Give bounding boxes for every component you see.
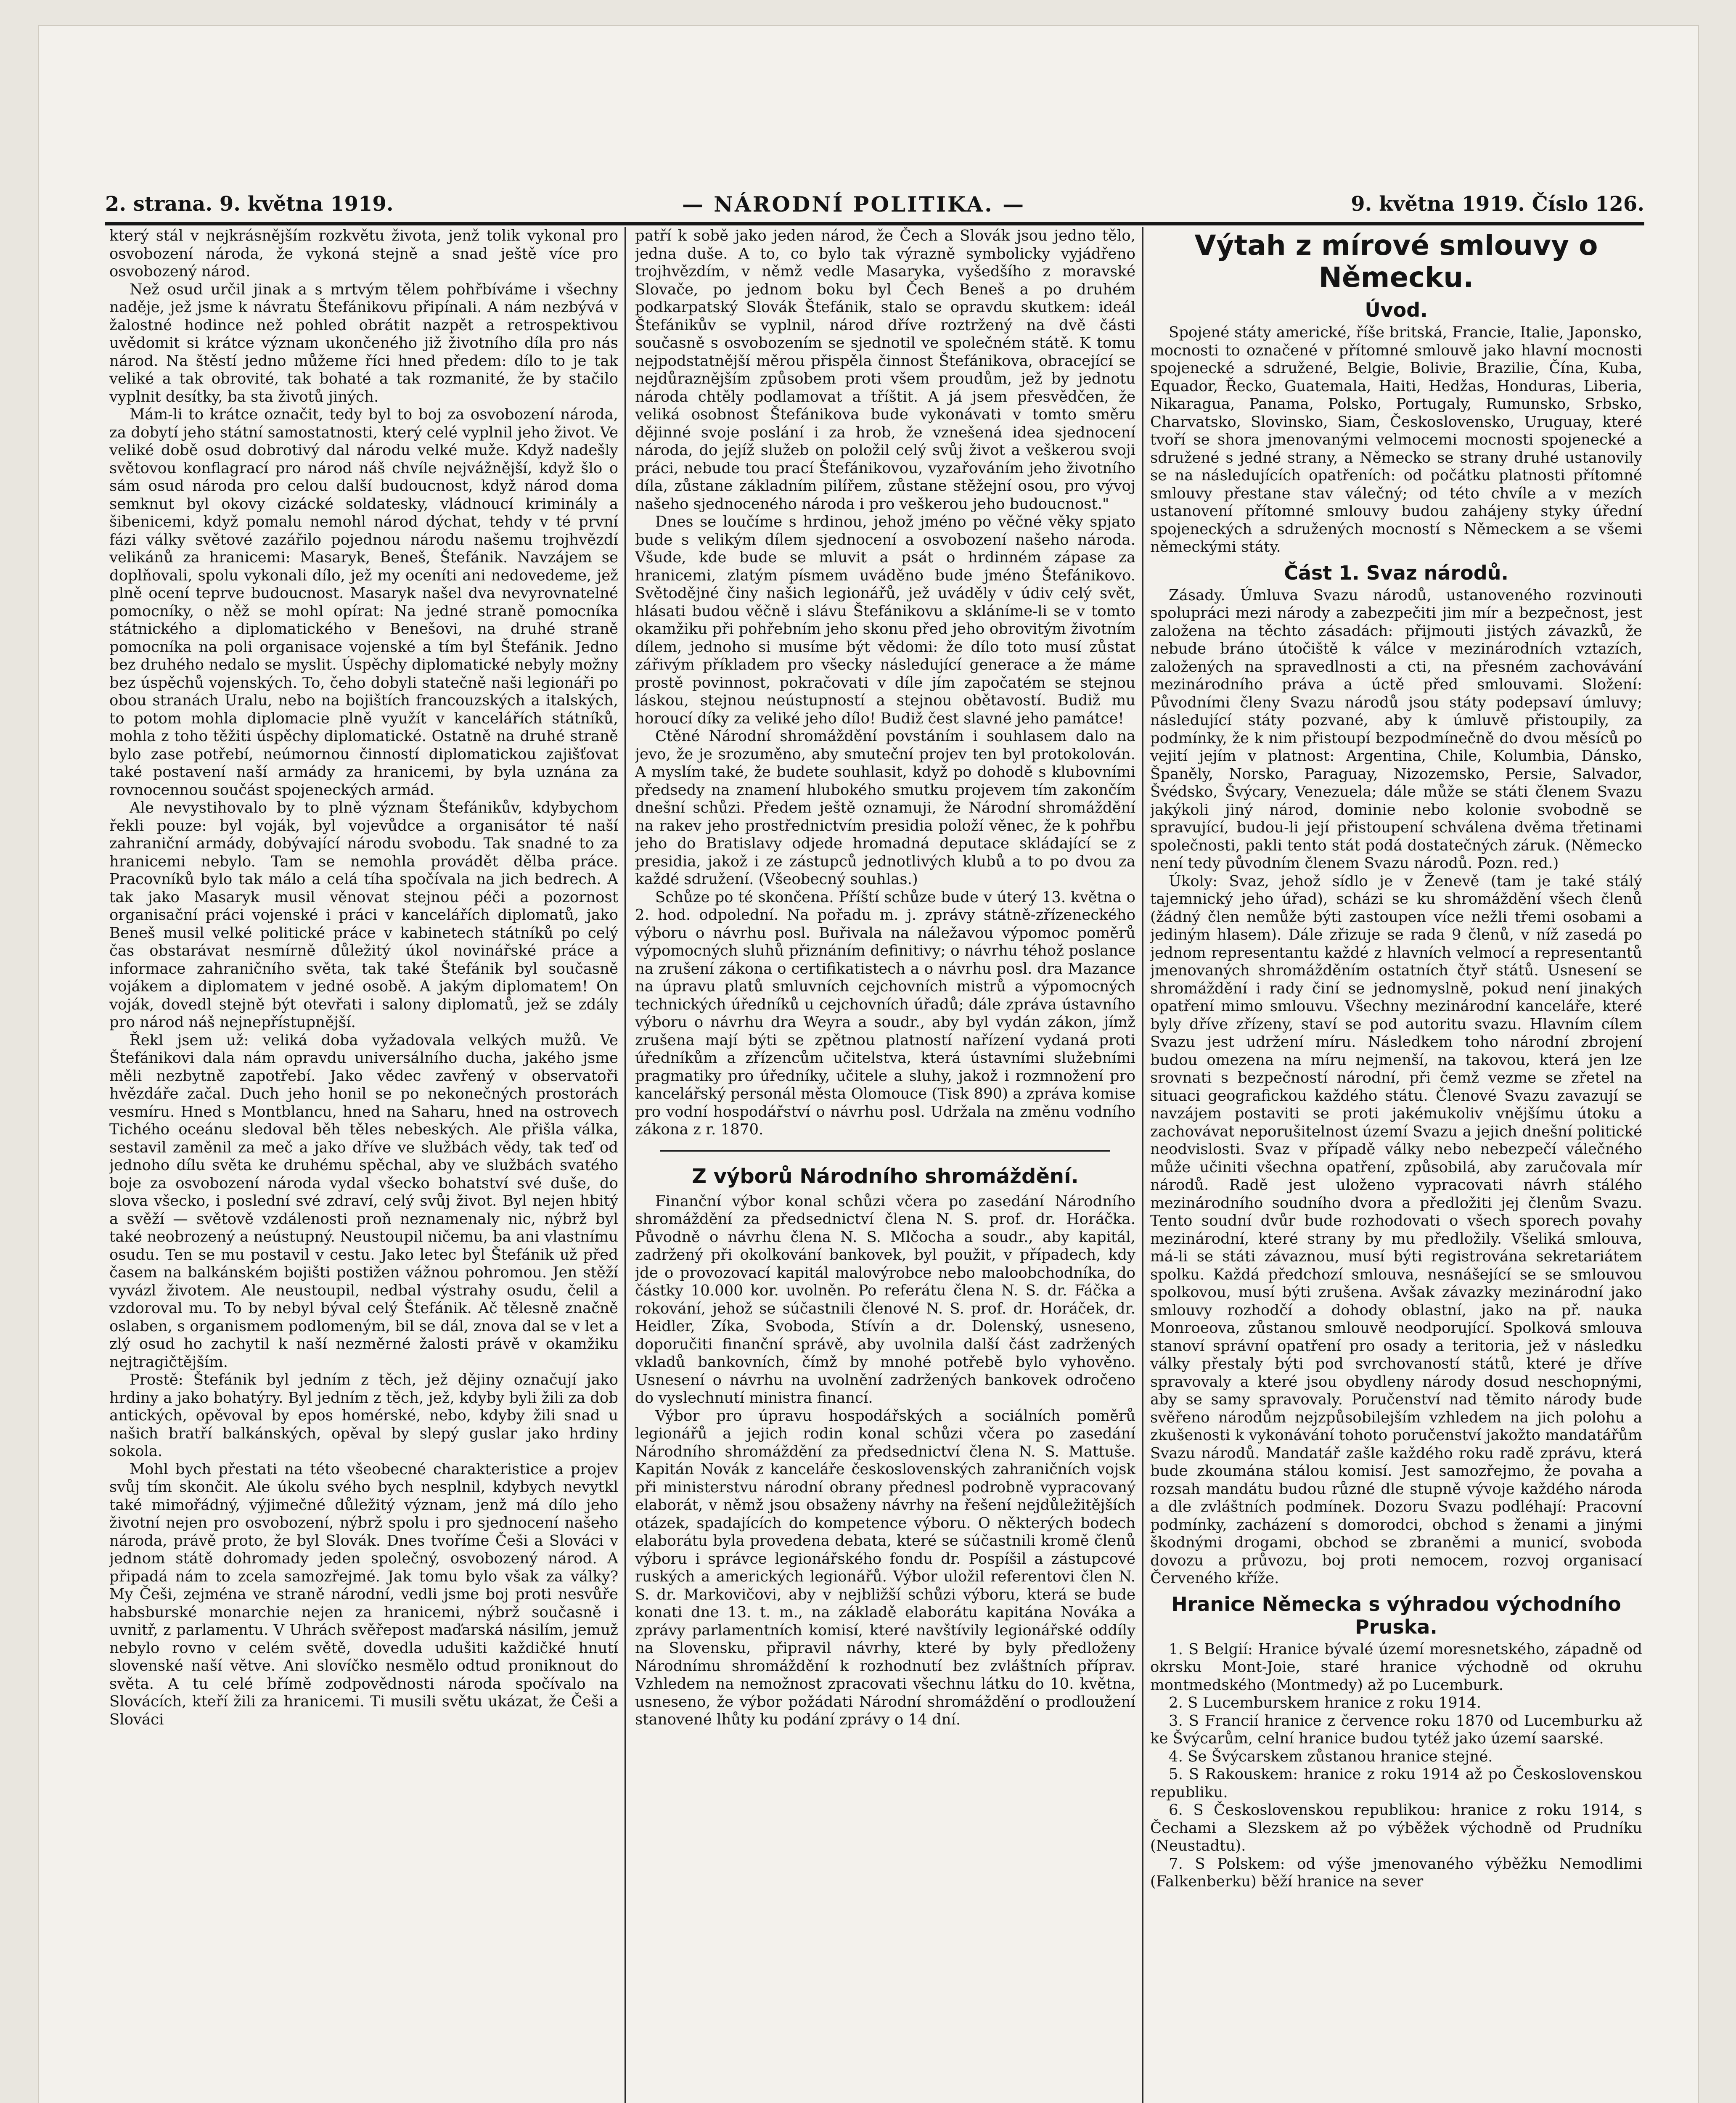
paragraph: Prostě: Štefánik byl jedním z těch, jež dějiny označují jako hrdiny a jako bohatýry. Byl jedním z těch, jež, kdyby byli žili za dob antických, opěvoval by epos homérské, nebo, kdyby žili snad u našich bratří balkánských, opěval by slepý guslar jako hrdiny sokola. xyxy=(109,1371,618,1460)
paragraph: Finanční výbor konal schůzi včera po zasedání Národního shromáždění za předsednictví člena N. S. prof. dr. Horáčka. Původně o návrhu člena N. S. Mlčocha a soudr., aby kapitál, zadržený při okolkování bankovek, byl použit, v případech, kdy jde o provozovací kapitál malovýrobce nebo maloobchodníka, do částky 10.000 kor. uvolněn. Po referátu člena N. S. dr. Fáčka a rokování, jehož se súčastnili členové N. S. prof. dr. Horáček, dr. Heidler, Zíka, Svoboda, Stívín a dr. Dolenský, usneseno, doporučiti finanční správě, aby uvolnila další část zadržených vkladů bankovních, čímž by mnohé potřebě bylo vyhověno. Usnesení o návrhu na uvolnění zadržených bankovek odročeno do vyslechnutí ministra financí. xyxy=(635,1192,1135,1406)
paragraph: Řekl jsem už: veliká doba vyžadovala velkých mužů. Ve Štefánikovi dala nám opravdu universálního ducha, jakého jsme měli nezbytně zapotřebí. Jako vědec zavřený v observatoři hvězdáře začal. Duch jeho honil se po nekonečných prostorách vesmíru. Hned s Montblancu, hned na Saharu, hned na ostrovech Tichého oceánu sledoval běh těles nebeských. Ale přišla válka, sestavil zaměnil za meč a jako dříve ve službách vědy, tak teď od jednoho dílu světa ke druhému spěchal, aby ve službách svatého boje za osvobození národa vydal všecko bohatství své duše, do slova všecko, i poslední své zdraví, celý svůj život. Byl nejen hbitý a svěží — světově vzdálenosti proň neznamenaly nic, nýbrž byl také neobrozený a neústupný. Neustoupil ničemu, ba ani vlastnímu osudu. Ten se mu postavil v cestu. Jako letec byl Štefánik už před časem na balkánském bojišti postižen vážnou pohromou. Jen stěží vyvázl životem. Ale neustoupil, nedbal výstrahy osudu, čelil a vzdoroval mu. To by nebyl býval celý Štefánik. Ač tělesně značně oslaben, s organismem podlomeným, bil se dál, znova dal se v let a zlý osud ho zachytil k naší nezměrné žalosti právě v okamžiku nejtragičtějším. xyxy=(109,1031,618,1371)
header-date-left: 2. strana. 9. května 1919. xyxy=(105,192,394,216)
header-rule xyxy=(105,222,1644,225)
paragraph: Spojené státy americké, říše britská, Francie, Italie, Japonsko, mocnosti to označené v přítomné smlouvě jako hlavní mocnosti spojenecké a sdružené, Belgie, Bolivie, Brazilie, Čína, Kuba, Equador, Řecko, Guatemala, Haiti, Hedžas, Honduras, Liberia, Nikaragua, Panama, Polsko, Portugaly, Rumunsko, Srbsko, Charvatsko, Slovinsko, Siam, Československo, Uruguay, které tvoří se shora jmenovanými velmocemi mocnosti spojenecké a sdružené s jedné strany, a Německo se strany druhé ustanovily se na následujících opatřeních: od počátku platnosti přítomné smlouvy přestane stav válečný; od této chvíle a v mezích ustanovení přítomné smlouvy budou zahájeny styky úřední spojeneckých a sdružených mocností s Německem a se všemi německými státy. xyxy=(1150,324,1642,556)
paragraph: 3. S Francií hranice z července roku 1870 od Lucemburku až ke Švýcarům, celní hranice budou tytéž jako území saarské. xyxy=(1150,1712,1642,1747)
paragraph: Výbor pro úpravu hospodářských a sociálních poměrů legionářů a jejich rodin konal schůzi včera po zasedání Národního shromáždění za předsednictví člena N. S. Mattuše. Kapitán Novák z kanceláře československých zahraničních vojsk při ministerstvu národní obrany přednesl podrobně vypracovaný elaborát, v němž jsou obsaženy návrhy na řešení nejdůležitějších otázek, spadajících do kompetence výboru. O některých bodech elaborátu byla provedena debata, které se súčastnili kromě členů výboru i správce legionářského fondu dr. Pospíšil a zástupcové ruských a amerických legionářů. Výbor uložil referentovi člen N. S. dr. Markovičovi, aby v nejbližší schůzi výboru, která se bude konati dne 13. t. m., na základě elaborátu kapitána Nováka a zprávy parlamentních komisí, které navštívily legionářské oddíly na Slovensku, připravil návrhy, které by byly předloženy Národnímu shromáždění k rozhodnutí bez zvláštních příprav. Vzhledem na nemožnost zpracovati všechnu látku do 10. května, usneseno, že výbor požádati Národní shromáždění o prodloužení stanovené lhůty ku podání zprávy o 14 dní. xyxy=(635,1407,1135,1728)
subheading-part-1: Část 1. Svaz národů. xyxy=(1284,561,1508,584)
paragraph: Schůze po té skončena. Příští schůze bude v úterý 13. května o 2. hod. odpolední. Na pořadu m. j. zprávy státně-zřízeneckého výboru o návrhu posl. Buřivala na náležavou výpomoc poměrů výpomocných sluhů přiznáním definitivy; o návrhu téhož poslance na zrušení zákona o certifikatistech a o návrhu posl. dra Mazance na úpravu platů smluvních cejchovních mistrů a výpomocných technických úředníků u cejchovních úřadů; dále zpráva ústavního výboru o návrhu dra Weyra a soudr., aby byl vydán zákon, jímž zrušena mají býti se zpětnou platností nařízení vydaná proti úředníkům a zřízencům učitelstva, která ústavními služebními pragmatiky pro úředníky, učitele a sluhy, jakož i rozmnožení pro kancelářský personál města Olomouce (Tisk 890) a zpráva komise pro vodní hospodářství o návrhu posl. Udržala na změnu vodního zákona z r. 1870. xyxy=(635,888,1135,1138)
page-header xyxy=(105,189,1644,219)
paragraph: 4. Se Švýcarskem zůstanou hranice stejné. xyxy=(1169,1748,1493,1765)
paragraph: patří k sobě jako jeden národ, že Čech a Slovák jsou jedno tělo, jedna duše. A to, co bylo tak výrazně symbolicky vyjádřeno trojhvězdím, v němž vedle Masaryka, vyšedšího z moravské Slovače, po jednom boku byl Čech Beneš a po druhém podkarpatský Slovák Štefánik, stalo se opravdu skutkem: ideál Štefánikův se vyplnil, národ dříve roztržený na dvě části současně s osvobozením se sjednotil ve společném státě. K tomu nejpodstatnější měrou přispěla činnost Štefánikova, obracející se nejdůraznějším způsobem proti všem proudům, jež by jednotu národa chtěly podlamovat a tříštit. A já jsem přesvědčen, že veliká osobnost Štefánikova bude vykonávati v tomto směru dějinné svoje poslání i za hrob, že vznešená idea sjednocení národa, do jejíž služeb on položil celý svůj život a veškerou svoji práci, nebude tou prací Štefánikovou, vyzařováním jeho životního díla, zůstane základním pilířem, zůstane stěžejní osou, pro vývoj našeho sjednoceného národa i pro veškerou jeho budoucnost." xyxy=(635,227,1135,513)
column-3 xyxy=(1150,227,1642,2103)
column-divider xyxy=(625,227,626,2103)
header-date-issue: 9. května 1919. Číslo 126. xyxy=(1351,192,1644,216)
newspaper-page xyxy=(38,25,1699,2103)
subheading-uvod: Úvod. xyxy=(1365,299,1428,321)
paragraph: 7. S Polskem: od výše jmenovaného výběžku Nemodlimi (Falkenberku) běží hranice na sever xyxy=(1150,1855,1642,1890)
paragraph: 5. S Rakouskem: hranice z roku 1914 až po Československou republiku. xyxy=(1150,1766,1642,1801)
paragraph: Mám-li to krátce označit, tedy byl to boj za osvobození národa, za dobytí jeho státní samostatnosti, který celé vyplnil jeho život. Ve veliké době osud dobrotivý dal národu velké muže. Když nadešly světovou konflagrací pro národ náš chvíle nejvážnější, když šlo o sám osud národa pro celou další budoucnost, když národ doma semknut byl okovy cizácké soldatesky, vládnoucí kriminály a šibenicemi, když pomalu nemohl národ dýchat, tehdy v té první fázi války světové zazářilo pojednou národu našemu trojhvězdí velikánů za hranicemi: Masaryk, Beneš, Štefánik. Navzájem se doplňovali, spolu vykonali dílo, jež my oceníti ani nedovedeme, jež plně ocení teprve budoucnost. Masaryk našel dva nevyrovnatelné pomocníky, o něž se mohl opírat: Na jedné straně pomocníka státnického a diplomatického v Benešovi, na druhé straně pomocníka na poli organisace vojenské a tím byl Štefánik. Jedno bez druhého nedalo se myslit. Úspěchy diplomatické nebyly možny bez úspěchů vojenských. To, čeho dobyli statečně naši legionáři po obou stranách Uralu, nebo na bojištích francouzských a italských, to potom mohla diplomacie plně využít v kancelářích státníků, mohla z toho těžiti úspěchy diplomatické. Ostatně na druhé straně bylo zase potřebí, neúmornou činností diplomatickou zajišťovat také postavení naší armády za hranicemi, by byla uznána za rovnocennou součást spojeneckých armád. xyxy=(109,406,618,799)
paragraph: Úkoly: Svaz, jehož sídlo je v Ženevě (tam je také stálý tajemnický jeho úřad), scházi se ku shromáždění všech členů (žádný člen nemůže býti zastoupen více nežli třemi osobami a jediným hlasem). Dále zřizuje se rada 9 členů, v níž zasedá po jednom representantu každé z hlavních velmocí a representantů jmenovaných shromážděním ostatních čtyř států. Usnesení se shromáždění i rady činí se jednomyslně, pokud není jinakých opatření mimo smlouvu. Všechny mezinárodní kanceláře, které byly dříve zřízeny, staví se pod autoritu svazu. Hlavním cílem Svazu jest udržení míru. Následkem toho národní zbrojení budou omezena na míru nejmenší, na takovou, která jen lze srovnati s bezpečností národní, při čemž vezme se zřetel na situaci geografickou každého státu. Členové Svazu zavazují se navzájem postaviti se proti jakémukoliv vnějšímu útoku a zachovávat neporušitelnost území Svazu a jejich dnešní politické neodvislosti. Svaz v případě války nebo nebezpečí válečného může učiniti všechna opatření, způsobilá, aby zaručovala mír národů. Radě jest uloženo vypracovati návrh stálého mezinárodního soudního dvora a předložiti jej členům Svazu. Tento soudní dvůr bude rozhodovati o všech sporech povahy mezinárodní, které strany by mu předložily. Všeliká smlouva, má-li se státi závaznou, musí býti registrována sekretariátem spolku. Každá předchozí smlouva, nesnášející se se smlouvou spolkovou, musí býti zrušena. Avšak závazky mezinárodní jako smlouvy rozhodčí a dohody oblastní, jako na př. nauka Monroeova, zůstanou smlouvě neodporující. Spolková smlouva stanoví správní opatření pro osady a teritoria, jež v následku války přestaly býti pod svrchovaností států, které je dříve spravovaly a které jsou obydleny národy dosud neschopnými, aby se samy spravovaly. Poručenství nad těmito národy bude svěřeno národům nejzpůsobilejším vzhledem na jich polohu a zkušenosti k vykonávání tohoto poručenství jakožto mandatářům Svazu národů. Mandatář zašle každého roku radě zprávu, která bude zkoumána stálou komisí. Jest samozřejmo, že povaha a rozsah mandátu budou různé dle stupně vývoje každého národa a dle zvláštních podmínek. Dozoru Svazu podléhají: Pracovní podmínky, zacházení s domorodci, obchod s ženami a jinými škodnými drogami, obchod se zbraněmi a municí, svoboda dovozu a průvozu, boj proti nemocem, rozvoj organisací Červeného kříže. xyxy=(1150,872,1642,1587)
column-1 xyxy=(109,227,618,2103)
section-heading: Z výborů Národního shromáždění. xyxy=(692,1164,1079,1188)
paragraph: Zásady. Úmluva Svazu národů, ustanoveného rozvinouti spolupráci mezi národy a zabezpečiti jim mír a bezpečnost, jest založena na těchto zásadách: přijmouti jistých závazků, že nebude bráno útočiště k válce v mezinárodních vztazích, založených na spravedlnosti a cti, na přesném zachovávání mezinárodního práva a úctě před smlouvami. Složení: Původními členy Svazu národů jsou státy podepsaví úmluvy; následující státy pozvané, aby k úmluvě přistoupily, za podmínky, že k nim přistoupí bezpodmínečně do dvou měsíců po vejití jejím v platnost: Argentina, Chile, Kolumbia, Dánsko, Španěly, Norsko, Paraguay, Nizozemsko, Persie, Salvador, Švédsko, Švýcary, Venezuela; dále může se státi členem Svazu jakýkoli jiný národ, dominie nebo kolonie svobodně se spravující, budou-li její přistoupení schválena dvěma třetinami společnosti, pakli tento stát podá dostatečných záruk. (Německo není tedy původním členem Svazu národů. Pozn. red.) xyxy=(1150,586,1642,872)
column-divider xyxy=(1142,227,1143,2103)
paragraph: který stál v nejkrásnějším rozkvětu života, jenž tolik vykonal pro osvobození národa, že vykoná stejně a snad ještě více pro osvobozený národ. xyxy=(109,227,618,280)
paragraph: Dnes se loučíme s hrdinou, jehož jméno po věčné věky spjato bude s velikým dílem sjednocení a osvobození našeho národa. Všude, kde bude se mluvit a psát o hrdinném zápase za hranicemi, zlatým písmem uváděno bude jméno Štefánikovo. Světodějné činy našich legionářů, jež uváděly v údiv celý svět, hlásati budou věčně i slávu Štefánikovu a skláníme-li se v tomto okamžiku při pohřebním jeho skonu před jeho obrovitým životním dílem, jednoho si musíme být vědomi: že dílo toto musí zůstat zářivým příkladem pro všecky následující generace a že máme prostě povinnost, pokračovati v díle jím započatém se stejnou láskou, stejnou neústupností a stejnou obětavostí. Budiž mu horoucí díky za veliké jeho dílo! Budiž čest slavné jeho památce! xyxy=(635,513,1135,727)
paragraph: Ctěné Národní shromáždění povstáním i souhlasem dalo na jevo, že je srozuměno, aby smuteční projev ten byl protokolován. A myslím také, že budete souhlasit, když po dohodě s klubovními předsedy na znamení hlubokého smutku projevem tím zakončím dnešní schůzi. Předem ještě oznamuji, že Národní shromáždění na rakev jeho prostřednictvím presidia položí věnec, že k pohřbu jeho do Bratislavy odjede hromadná deputace skládající se z presidia, jakož i ze zástupců jednotlivých klubů a to po dvou za každé sdružení. (Všeobecný souhlas.) xyxy=(635,728,1135,888)
paragraph: 1. S Belgií: Hranice bývalé území moresnetského, západně od okrsku Mont-Joie, staré hranice východně od okruhu montmedského (Montmedy) až po Lucemburk. xyxy=(1150,1640,1642,1694)
paragraph: 2. S Lucemburskem hranice z roku 1914. xyxy=(1169,1694,1482,1711)
column-2 xyxy=(635,227,1135,2103)
paragraph: 6. S Československou republikou: hranice z roku 1914, s Čechami a Slezskem až po výběžek východně od Prudníku (Neustadtu). xyxy=(1150,1801,1642,1854)
article-heading: Výtah z mírové smlouvy o Německu. xyxy=(1194,229,1598,294)
paragraph: Mohl bych přestati na této všeobecné charakteristice a projev svůj tím skončit. Ale úkolu svého bych nesplnil, kdybych nevytkl také mimořádný, výjimečné důležitý význam, jenž má dílo jeho životní nejen pro osvobození, nýbrž spolu i pro sjednocení našeho národa, právě proto, že byl Slovák. Dnes tvoříme Češi a Slováci v jednom státě dohromady jeden společný, osvobozený národ. A připadá nám to zcela samozřejmé. Jak tomu bylo však za války? My Češi, zejména ve straně národní, vedli jsme boj proti nesvůře habsburské monarchie nejen za hranicemi, nýbrž současně i uvnitř, z parlamentu. V Uhrách svěřepost maďarská násilím, jemuž nebylo rovno v celém světě, dovedla udušiti každičké hnutí slovenské naší větve. Ani slovíčko nesmělo odtud proniknout do světa. A tu celé břímě zodpovědnosti národa spočívalo na Slovácích, kteří žili za hranicemi. Ti musili světu ukázat, že Češi a Slováci xyxy=(109,1460,618,1728)
paragraph: Než osud určil jinak a s mrtvým tělem pohřbíváme i všechny naděje, jež jsme k návratu Štefánikovu připínali. A nám nezbývá v žalostné hodince než pohled obrátit nazpět a retrospektivou uvědomit si krátce význam ukončeného již životního díla pro nás národ. Na štěstí jedno můžeme říci hned předem: dílo to je tak veliké a tak obrovité, tak bohaté a tak rozmanité, že by stačilo vyplnit desítky, ba sta životů jiných. xyxy=(109,281,618,405)
paragraph: Ale nevystihovalo by to plně význam Štefánikův, kdybychom řekli pouze: byl voják, byl vojevůdce a organisátor té naší zahraniční armády, dobývající národu svobodu. Tak snadné to za hranicemi nebylo. Tam se nemohla provádět dělba práce. Pracovníků bylo tak málo a celá tíha spočívala na jich bedrech. A tak jako Masaryk musil věnovat stejnou péči a pozornost organisační práci vojenské i práci v kancelářích diplomatů, jako Beneš musil velké politické práce v kabinetech státníků po celý čas obstarávat nesmírně důležitý úkol novinářské práce a informace zahraničního světa, tak také Štefánik byl současně vojákem a diplomatem v jedné osobě. A jakým diplomatem! On voják, dovedl stejně být otevřati i salony diplomatů, jež se zdály pro národ náš nejnepřístupnější. xyxy=(109,799,618,1031)
section-rule xyxy=(660,1150,1110,1152)
subheading-borders: Hranice Německa s výhradou východního Pruska. xyxy=(1171,1592,1621,1638)
masthead-title: — NÁRODNÍ POLITIKA. — xyxy=(682,191,1026,217)
